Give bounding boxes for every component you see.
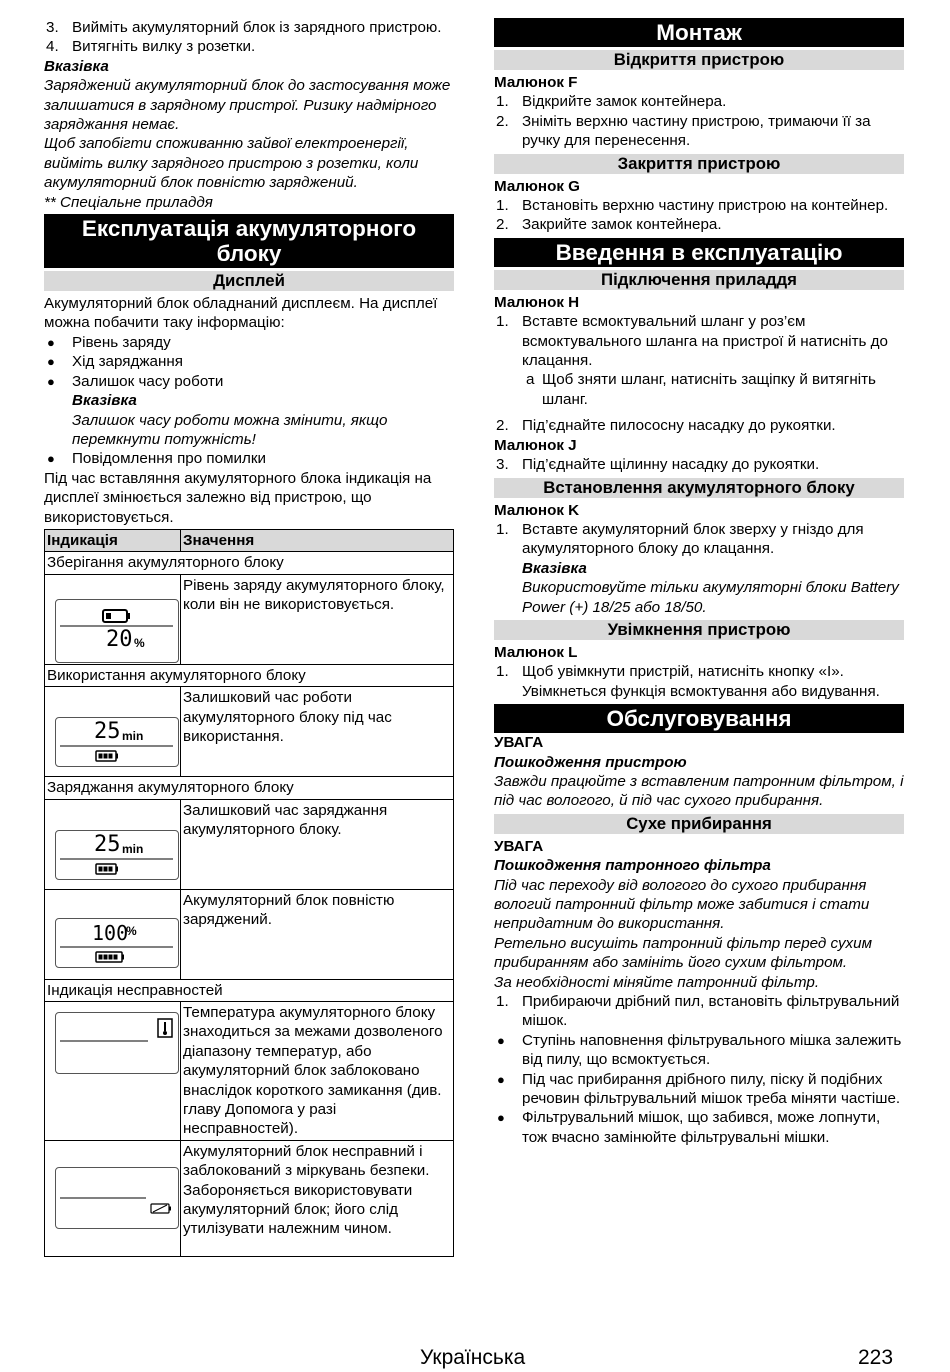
figure-label: Малюнок L [494, 643, 578, 661]
table-row [45, 889, 454, 979]
warning-title: Пошкодження патронного фільтра [494, 857, 771, 875]
table-cell: Залишковий час заряджання акумуляторного блоку. [181, 799, 454, 889]
list-item: 3. Вийміть акумуляторний блок із зарядного пристрою. [46, 19, 442, 36]
table-group-row: Заряджання акумуляторного блоку [45, 777, 454, 799]
warning-title: Пошкодження пристрою [494, 753, 687, 771]
page-number: 223 [858, 1346, 894, 1369]
list-item: 1. Встановіть верхню частину пристрою на контейнер. [496, 197, 889, 215]
minutes-unit: min [122, 729, 144, 744]
bullet-item: ● Ступінь наповнення фільтрувального мішка залежить від пилу, що всмоктується. [494, 1031, 904, 1070]
list-item: 1. Вставте акумуляторний блок зверху у гніздо для акумуляторного блоку до клацання. [496, 520, 864, 558]
list-item: 2. Зніміть верхню частину пристрою, тримаючи її за ручку для перенесення. [496, 112, 871, 150]
subsection-heading: Підключення приладдя [494, 270, 904, 290]
subsection-heading: Встановлення акумуляторного блоку [494, 478, 904, 498]
left-column [44, 18, 454, 1257]
percent-unit: % [134, 635, 145, 650]
table-header-row [45, 529, 454, 551]
lcd-value: 100 [92, 920, 129, 945]
lcd-value: 25 [94, 719, 121, 745]
table-row [45, 1001, 454, 1140]
subsection-heading: Дисплей [44, 271, 454, 291]
battery-icon [56, 718, 177, 765]
warning-text: Під час переходу від вологого до сухого прибирання вологий патронний фільтр може забитися і стати непридатним до використання. [494, 876, 870, 933]
lcd-display-icon [55, 830, 179, 880]
table-row [45, 979, 454, 1001]
paragraph: Під час вставляння акумуляторного блока індикація на дисплеї змінюється залежно від пристрою, що використовується. [44, 469, 432, 526]
lcd-value: 25 [94, 831, 121, 857]
section-title: Обслуговування [494, 704, 904, 733]
display-image-cell [45, 1140, 181, 1256]
note-text: Залишок часу роботи можна змінити, якщо перемкнути потужність! [72, 411, 388, 448]
warning-text: За необхідності міняйте патронний фільтр. [494, 973, 820, 991]
note-text: Заряджений акумуляторний блок до застосування може залишатися в зарядному пристрої. Ризику надмірного заряджання немає. [44, 77, 451, 134]
figure-label: Малюнок F [494, 74, 578, 91]
list-item: 3. Під’єднайте щілинну насадку до рукоятки. [496, 456, 820, 474]
note-label: Вказівка [72, 392, 137, 410]
display-image-cell [45, 1001, 181, 1140]
section-title: Експлуатація акумуляторного блоку [44, 214, 454, 268]
bullet-icon: ● [47, 373, 55, 389]
display-image-cell [45, 799, 181, 889]
table-cell: Температура акумуляторного блоку знаходиться за межами дозволеного діапазону температур, або акумуляторний блок заблоковано внаслідок короткого замикання (див. главу Допомога у разі несправностей). [181, 1001, 454, 1140]
lcd-display-icon [55, 918, 179, 968]
table-cell: Рівень заряду акумуляторного блоку, коли він не використовується. [181, 574, 454, 664]
percent-unit: % [126, 923, 137, 938]
subsection-heading: Відкриття пристрою [494, 50, 904, 70]
figure-label: Малюнок H [494, 293, 580, 311]
display-image-cell [45, 889, 181, 979]
battery-icon [56, 831, 177, 878]
sub-list-item: a Щоб зняти шланг, натисніть защіпку й витягніть шланг. [526, 371, 876, 408]
table-row [45, 687, 454, 777]
section-title: Введення в експлуатацію [494, 238, 904, 267]
column-header: Значення [181, 529, 454, 551]
display-image-cell [45, 687, 181, 777]
table-group-row: Індикація несправностей [45, 979, 454, 1001]
right-column [494, 18, 904, 1147]
note-text: Використовуйте тільки акумуляторні блоки Battery Power (+) 18/25 або 18/50. [522, 579, 899, 616]
figure-label: Малюнок K [494, 501, 580, 519]
footer-language: Українська [420, 1346, 526, 1369]
list-item: 2. Закрийте замок контейнера. [496, 216, 722, 234]
subsection-heading: Увімкнення пристрою [494, 620, 904, 640]
table-row [45, 574, 454, 664]
bullet-icon: ● [47, 451, 55, 467]
defective-battery-icon [56, 1168, 177, 1227]
list-item: 4. Витягніть вилку з розетки. [46, 38, 256, 56]
temperature-warning-icon [56, 1013, 177, 1072]
bullet-icon: ● [47, 334, 55, 350]
list-item: 1. Прибираючи дрібний пил, встановіть фільтрувальний мішок. [496, 993, 900, 1030]
bullet-icon: ● [497, 1032, 505, 1048]
bullet-icon: ● [497, 1110, 505, 1126]
table-group-row: Використання акумуляторного блоку [45, 664, 454, 686]
warning-label: УВАГА [494, 837, 544, 855]
display-image-cell [45, 574, 181, 664]
table-group-row: Зберігання акумуляторного блоку [45, 552, 454, 574]
bullet-item: ● Повідомлення про помилки [44, 449, 454, 468]
lcd-display-icon [55, 1012, 179, 1074]
bullet-item: ● Залишок часу роботи [44, 372, 454, 391]
list-item: 1. Щоб увімкнути пристрій, натисніть кнопку «I». Увімкнеться функція всмоктування або видування. [496, 663, 880, 700]
list-item: 2. Під’єднайте пилососну насадку до рукоятки. [496, 417, 836, 435]
note-label: Вказівка [522, 559, 587, 577]
bullet-item: ● Під час прибирання дрібного пилу, піску й подібних речовин фільтрувальний мішок треба міняти частіше. [494, 1070, 904, 1109]
table-row [45, 799, 454, 889]
figure-label: Малюнок G [494, 177, 580, 195]
subsection-heading: Сухе прибирання [494, 814, 904, 834]
section-title: Монтаж [494, 18, 904, 47]
lcd-display-icon [55, 1167, 179, 1229]
bullet-icon: ● [47, 354, 55, 370]
column-header: Індикація [45, 529, 181, 551]
figure-label: Малюнок J [494, 436, 577, 454]
list-item: 1. Вставте всмоктувальний шланг у роз’єм всмоктувального шланга на пристрої й натисніть до клацання. [496, 313, 888, 370]
footnote: ** Спеціальне приладдя [44, 193, 213, 211]
subsection-heading: Закриття пристрою [494, 154, 904, 174]
table-cell: Акумуляторний блок повністю заряджений. [181, 889, 454, 979]
table-row [45, 664, 454, 686]
note-text: Щоб запобігти споживанню зайвої електроенергії, вийміть вилку зарядного пристрою з розетки, коли акумуляторний блок повністю заряджений. [44, 135, 419, 192]
indication-table [44, 529, 454, 1257]
table-cell: Залишковий час роботи акумуляторного блоку під час використання. [181, 687, 454, 777]
bullet-item: ● Рівень заряду [44, 333, 454, 352]
bullet-icon: ● [497, 1071, 505, 1087]
warning-label: УВАГА [494, 734, 544, 752]
minutes-unit: min [122, 841, 144, 856]
table-row [45, 552, 454, 574]
table-row [45, 1140, 454, 1256]
battery-full-icon [56, 919, 177, 966]
lcd-value: 20 [106, 626, 133, 652]
table-row [45, 777, 454, 799]
bullet-item: ● Фільтрувальний мішок, що забився, може лопнути, тож вчасно замінюйте фільтрувальні мішки. [494, 1108, 904, 1147]
warning-text: Завжди працюйте з вставленим патронним фільтром, і під час вологого, й під час сухого прибирання. [494, 772, 904, 810]
note-label: Вказівка [44, 57, 109, 75]
table-cell: Акумуляторний блок несправний і заблокований з міркувань безпеки. Забороняється використовувати акумуляторний блок; його слід утилізувати належним чином. [181, 1140, 454, 1256]
list-item: 1. Відкрийте замок контейнера. [496, 93, 727, 111]
paragraph: Акумуляторний блок обладнаний дисплеєм. На дисплеї можна побачити таку інформацію: [44, 295, 438, 332]
lcd-display-icon [55, 717, 179, 767]
lcd-display-icon [55, 599, 179, 663]
warning-text: Ретельно висушіть патронний фільтр перед сухим прибиранням або замініть його сухим фільтром. [494, 934, 873, 972]
bullet-item: ● Хід заряджання [44, 352, 454, 371]
